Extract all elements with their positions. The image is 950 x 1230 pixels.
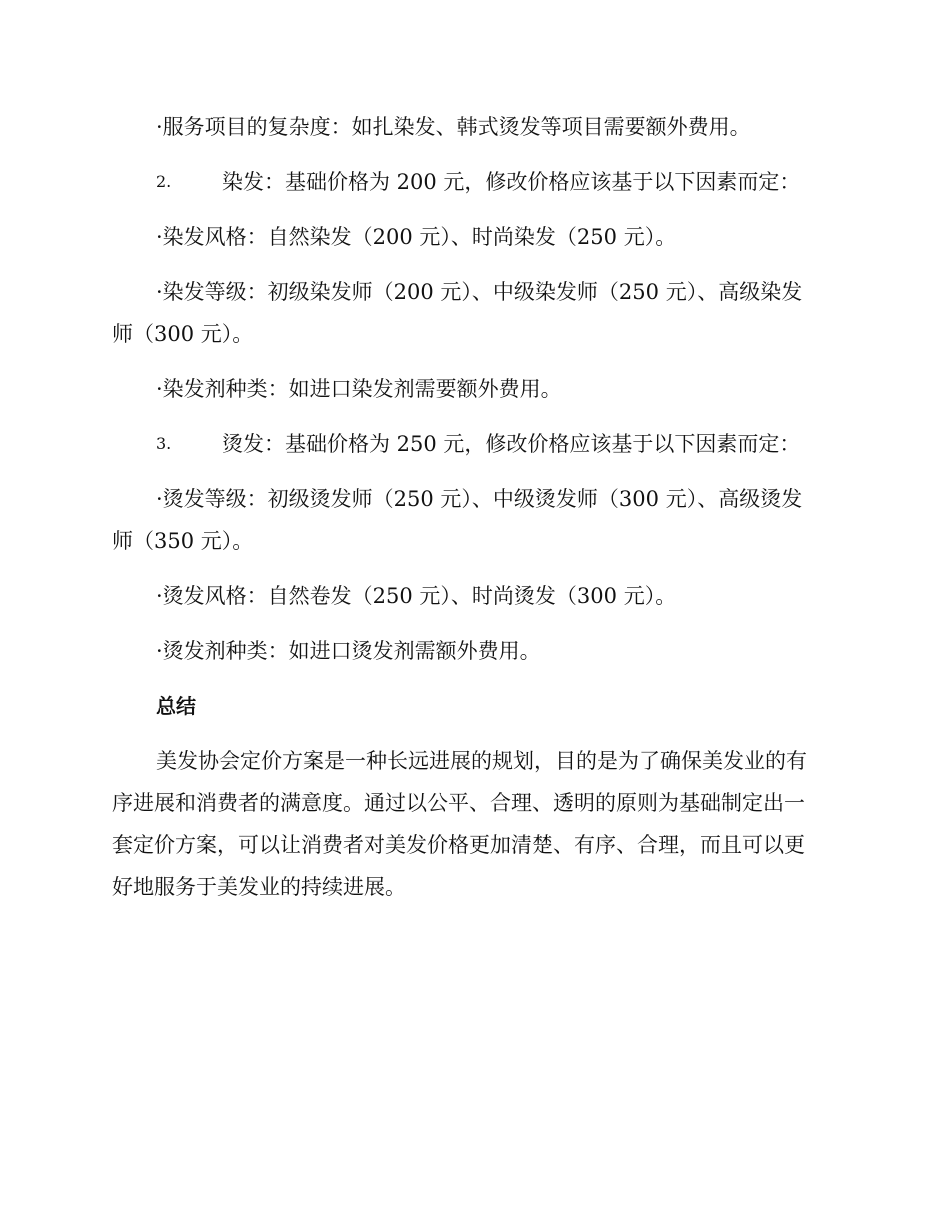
paragraph-dyeing-base-price: 染发：基础价格为 200 元，修改价格应该基于以下因素而定： (222, 170, 801, 194)
summary-line-2: 序进展和消费者的满意度。通过以公平、合理、透明的原则为基础制定出一 (112, 791, 805, 815)
summary-line-4: 好地服务于美发业的持续进展。 (112, 875, 406, 899)
summary-heading: 总结 (156, 694, 196, 718)
summary-line-3: 套定价方案，可以让消费者对美发价格更加清楚、有序、合理，而且可以更 (112, 833, 805, 857)
list-number-2: 2. (156, 172, 172, 191)
paragraph-dyeing-style: ·染发风格：自然染发（200 元）、时尚染发（250 元）。 (156, 225, 677, 249)
paragraph-perm-agent-type: ·烫发剂种类：如进口烫发剂需额外费用。 (156, 639, 541, 663)
paragraph-perm-level-line2: 师（350 元）。 (112, 529, 254, 553)
paragraph-service-complexity: ·服务项目的复杂度：如扎染发、韩式烫发等项目需要额外费用。 (156, 115, 751, 139)
paragraph-perm-style: ·烫发风格：自然卷发（250 元）、时尚烫发（300 元）。 (156, 584, 677, 608)
paragraph-dyeing-level-line2: 师（300 元）。 (112, 322, 254, 346)
summary-line-1: 美发协会定价方案是一种长远进展的规划，目的是为了确保美发业的有 (156, 749, 807, 773)
paragraph-dye-type: ·染发剂种类：如进口染发剂需要额外费用。 (156, 377, 562, 401)
paragraph-dyeing-level-line1: ·染发等级：初级染发师（200 元）、中级染发师（250 元）、高级染发 (156, 280, 803, 304)
paragraph-perm-base-price: 烫发：基础价格为 250 元，修改价格应该基于以下因素而定： (222, 432, 801, 456)
paragraph-perm-level-line1: ·烫发等级：初级烫发师（250 元）、中级烫发师（300 元）、高级烫发 (156, 487, 803, 511)
list-number-3: 3. (156, 434, 172, 453)
